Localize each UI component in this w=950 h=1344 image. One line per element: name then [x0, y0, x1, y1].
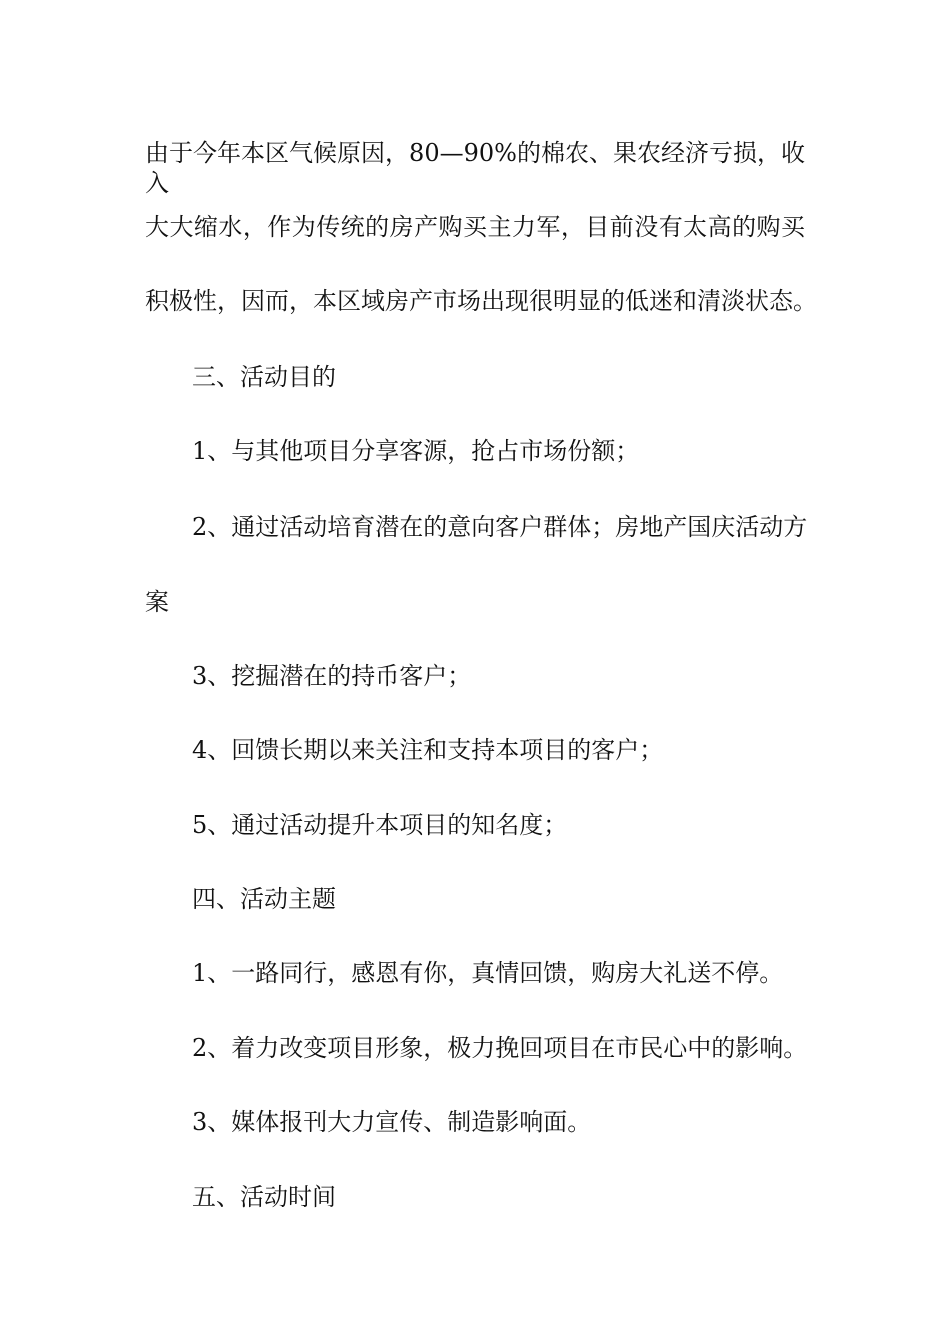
list-item-objective-5: 5、通过活动提升本项目的知名度； — [192, 811, 568, 839]
paragraph-line-3: 积极性，因而，本区域房产市场出现很明显的低迷和清淡状态。 — [145, 287, 817, 315]
list-item-objective-2-continuation: 案 — [145, 588, 169, 616]
list-item-theme-3: 3、媒体报刊大力宣传、制造影响面。 — [192, 1108, 592, 1136]
list-item-objective-2: 2、通过活动培育潜在的意向客户群体；房地产国庆活动方 — [192, 513, 808, 541]
section-heading-time: 五、活动时间 — [192, 1183, 336, 1211]
paragraph-line-1: 由于今年本区气候原因，80—90%的棉农、果农经济亏损，收入 — [145, 139, 805, 197]
list-item-objective-4: 4、回馈长期以来关注和支持本项目的客户； — [192, 736, 664, 764]
list-item-theme-1: 1、一路同行，感恩有你，真情回馈，购房大礼送不停。 — [192, 959, 784, 987]
list-item-objective-1: 1、与其他项目分享客源，抢占市场份额； — [192, 437, 640, 465]
list-item-theme-2: 2、着力改变项目形象，极力挽回项目在市民心中的影响。 — [192, 1034, 808, 1062]
section-heading-objectives: 三、活动目的 — [192, 363, 336, 391]
list-item-objective-3: 3、挖掘潜在的持币客户； — [192, 662, 472, 690]
paragraph-line-2: 大大缩水，作为传统的房产购买主力军，目前没有太高的购买 — [145, 213, 805, 241]
section-heading-theme: 四、活动主题 — [192, 885, 336, 913]
